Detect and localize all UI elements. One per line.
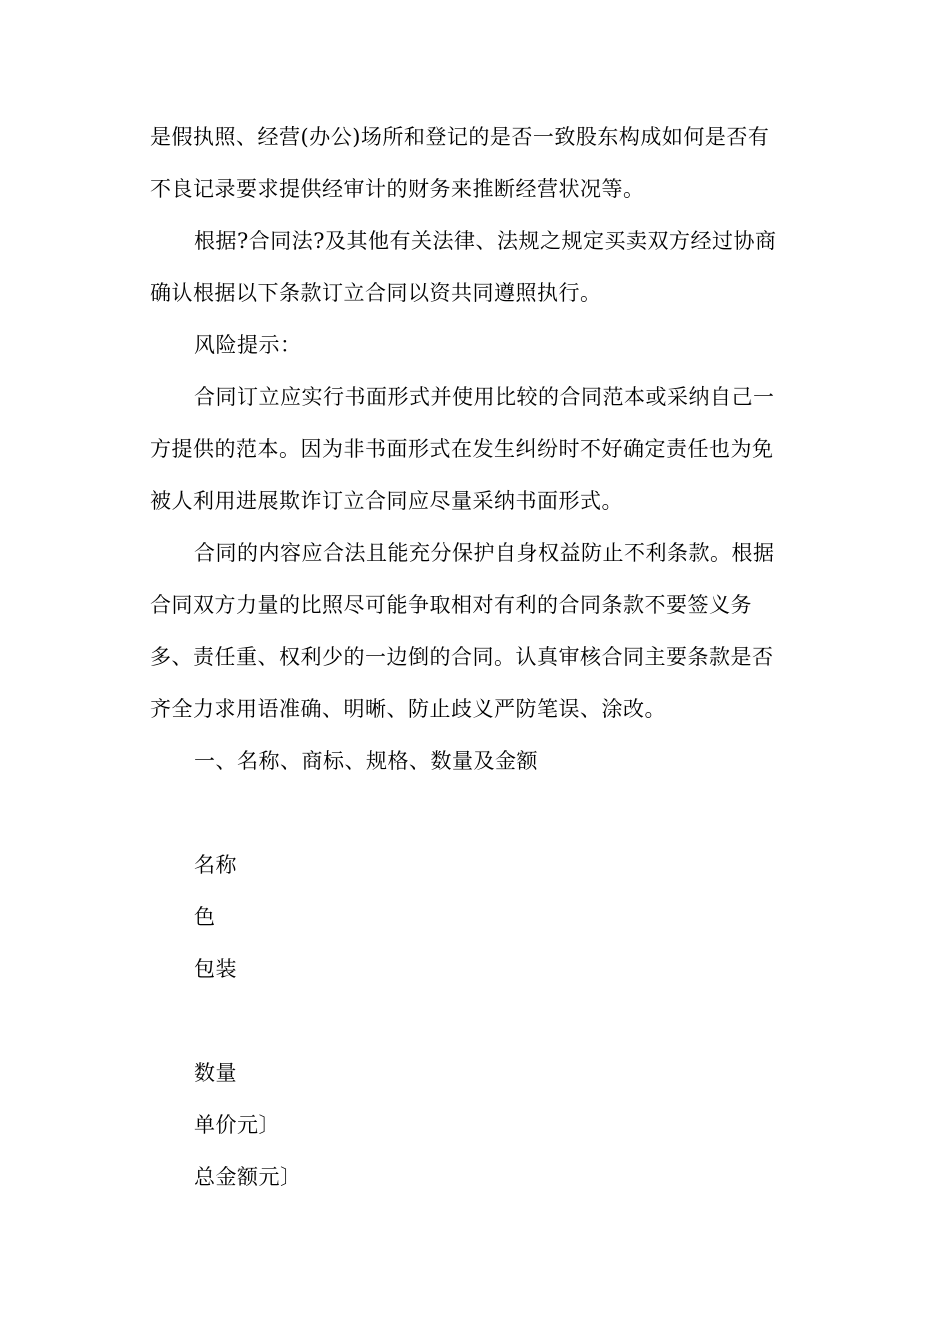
paragraph-5-line-4: 齐全力求用语准确、明晰、防止歧义严防笔误、涂改。 — [150, 697, 666, 721]
paragraph-4-line-2: 方提供的范本。因为非书面形式在发生纠纷时不好确定责任也为免 — [150, 437, 774, 461]
field-label-color: 色 — [194, 905, 216, 929]
paragraph-1-line-2: 不良记录要求提供经审计的财务来推断经营状况等。 — [150, 177, 645, 201]
paragraph-5-line-1: 合同的内容应合法且能充分保护自身权益防止不利条款。根据 — [194, 541, 775, 565]
field-label-name: 名称 — [194, 853, 237, 877]
field-label-total-amount: 总金额元〕 — [194, 1165, 302, 1189]
paragraph-4-line-1: 合同订立应实行书面形式并使用比较的合同范本或采纳自己一 — [194, 385, 775, 409]
paragraph-5-line-2: 合同双方力量的比照尽可能争取相对有利的合同条款不要签义务 — [150, 593, 752, 617]
field-label-unit-price: 单价元〕 — [194, 1113, 280, 1137]
field-label-quantity: 数量 — [194, 1061, 237, 1085]
field-label-packaging: 包装 — [194, 957, 237, 981]
risk-notice-heading: 风险提示： — [194, 333, 302, 357]
paragraph-1-line-1: 是假执照、经营(办公)场所和登记的是否一致股东构成如何是否有 — [150, 125, 770, 149]
paragraph-2-line-1: 根据?合同法?及其他有关法律、法规之规定买卖双方经过协商 — [194, 229, 777, 253]
paragraph-2-line-2: 确认根据以下条款订立合同以资共同遵照执行。 — [150, 281, 602, 305]
section-heading: 一、名称、商标、规格、数量及金额 — [194, 749, 538, 773]
paragraph-4-line-3: 被人利用进展欺诈订立合同应尽量采纳书面形式。 — [150, 489, 623, 513]
paragraph-5-line-3: 多、责任重、权利少的一边倒的合同。认真审核合同主要条款是否 — [150, 645, 774, 669]
